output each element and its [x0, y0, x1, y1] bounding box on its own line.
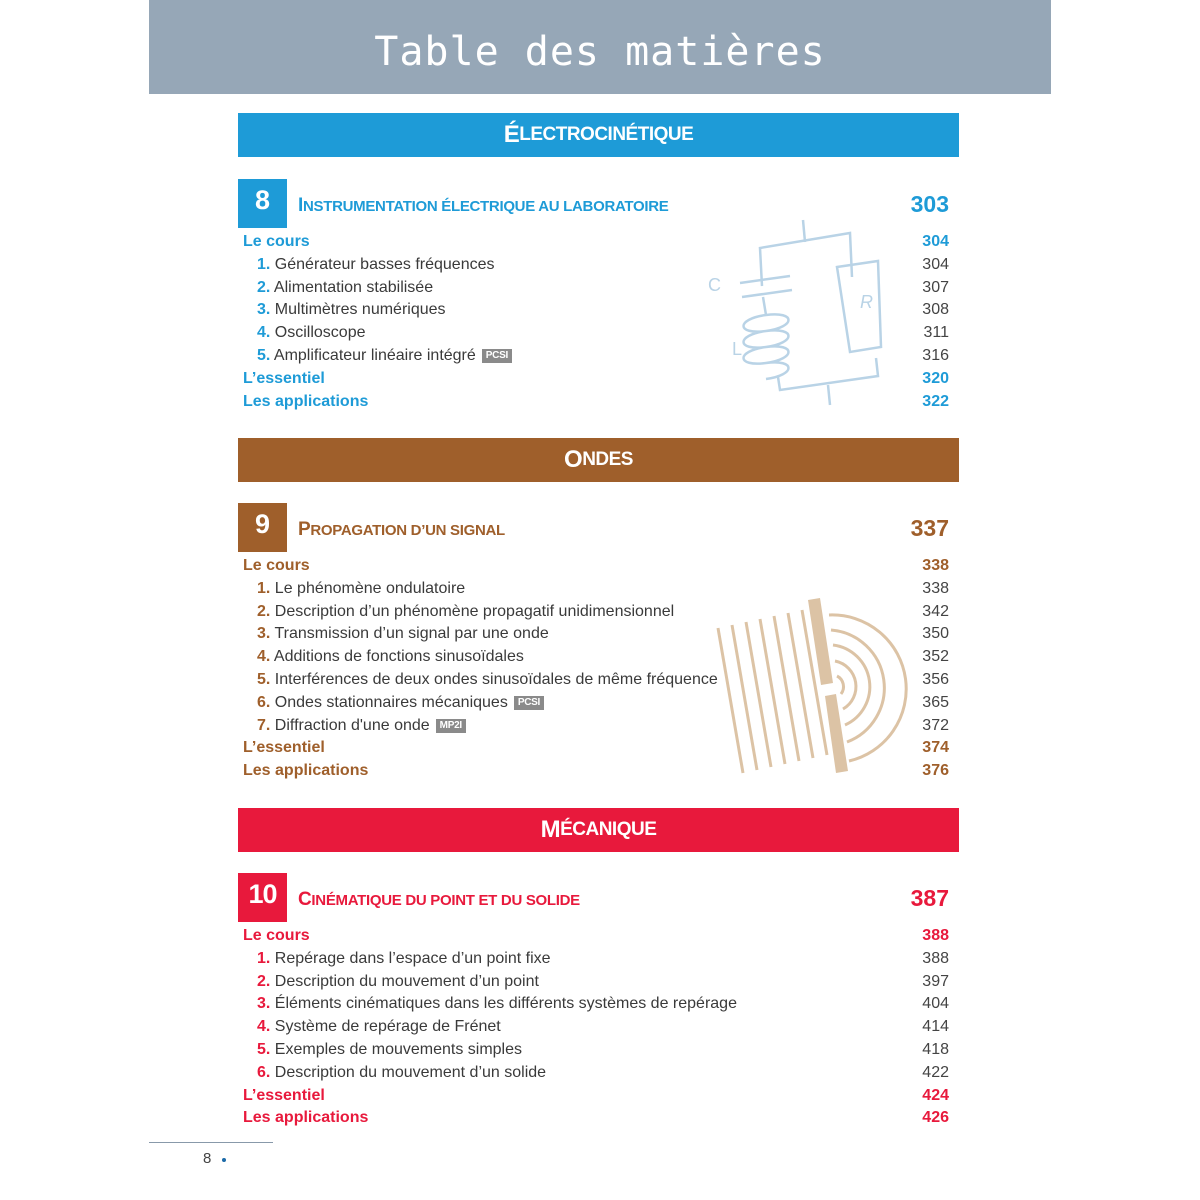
page-title: Table des matières: [374, 29, 826, 75]
entry-number: 3.: [257, 625, 271, 643]
entry-text: Additions de fonctions sinusoïdales: [273, 648, 524, 666]
entry-number: 3.: [257, 301, 271, 319]
footer-bullet-icon: [222, 1158, 226, 1162]
entry-label: [243, 760, 368, 783]
chapter-heading[interactable]: [238, 873, 959, 923]
toc-section-entry[interactable]: [238, 1039, 959, 1062]
toc-entry[interactable]: [238, 1085, 959, 1108]
chapter-heading[interactable]: [238, 503, 959, 553]
chapter-title-rest: NSTRUMENTATION ÉLECTRIQUE AU LABORATOIRE: [302, 198, 669, 215]
part-title-initial: O: [564, 446, 583, 473]
entry-label: [243, 391, 368, 414]
entry-text: Le cours: [243, 927, 310, 944]
entry-page: 397: [922, 972, 949, 990]
entry-number: 5.: [257, 670, 271, 688]
part-band-ondes: [238, 438, 959, 482]
entry-label: [257, 345, 512, 368]
entry-page: 418: [922, 1040, 949, 1058]
entry-number: 5.: [257, 346, 271, 364]
entry-text: Alimentation stabilisée: [273, 278, 434, 296]
entry-page: 311: [923, 324, 949, 342]
footer-rule: [149, 1142, 273, 1143]
entry-text: Oscilloscope: [274, 324, 366, 342]
entry-page: 307: [922, 278, 949, 296]
chapter-title-initial: P: [298, 519, 311, 540]
chapter-title-initial: C: [298, 889, 312, 910]
entry-label: [243, 555, 310, 578]
entry-page: 342: [922, 602, 949, 620]
chapter-title-initial: I: [298, 195, 303, 216]
entry-text: Interférences de deux ondes sinusoïdales de même fréquence: [274, 670, 718, 688]
entry-page: 365: [922, 693, 949, 711]
entry-number: 1.: [257, 255, 271, 273]
entry-number: 5.: [257, 1040, 271, 1058]
chapter-number: 8: [238, 179, 287, 228]
program-tag: MP2I: [436, 719, 466, 733]
entry-label: [257, 646, 524, 669]
entry-number: 4.: [257, 648, 271, 666]
entry-page: 422: [922, 1063, 949, 1081]
entry-label: [257, 1039, 522, 1062]
entry-text: Générateur basses fréquences: [274, 255, 495, 273]
chapter-title: [298, 519, 505, 541]
inductor-label: L: [732, 339, 743, 359]
toc-section-entry[interactable]: [238, 1016, 959, 1039]
entry-text: Description du mouvement d’un solide: [274, 1063, 547, 1081]
entry-page: 424: [922, 1086, 949, 1104]
chapter-number: 9: [238, 503, 287, 552]
entry-number: 4.: [257, 1018, 271, 1036]
entry-text: Multimètres numériques: [274, 301, 446, 319]
entry-label: [257, 322, 366, 345]
entry-label: [257, 1062, 546, 1085]
entry-number: 1.: [257, 949, 271, 967]
chapter-page: 303: [910, 191, 949, 217]
entry-text: Description d’un phénomène propagatif unidimensionnel: [274, 602, 675, 620]
entry-number: 4.: [257, 324, 271, 342]
rlc-circuit-icon: [700, 215, 900, 410]
entry-page: 338: [922, 579, 949, 597]
entry-text: Éléments cinématiques dans les différents systèmes de repérage: [274, 995, 737, 1013]
chapter-title: [298, 889, 580, 911]
entry-text: L’essentiel: [243, 1086, 325, 1104]
toc-entry[interactable]: [238, 555, 959, 578]
entry-number: 6.: [257, 693, 271, 711]
entry-text: Description du mouvement d’un point: [274, 972, 539, 990]
entry-text: Le cours: [243, 557, 310, 574]
entry-page: 338: [922, 557, 949, 574]
entry-page: 374: [922, 739, 949, 757]
program-tag: PCSI: [514, 696, 544, 710]
part-title-initial: É: [503, 121, 520, 148]
page-header: [149, 0, 1051, 94]
entry-text: Repérage dans l’espace d’un point fixe: [274, 949, 551, 967]
entry-text: Le cours: [243, 233, 310, 250]
toc-entry[interactable]: [238, 925, 959, 948]
toc-entries: [238, 925, 959, 1130]
entry-text: Les applications: [243, 1109, 369, 1127]
entry-label: [243, 925, 310, 948]
chapter-number: 10: [238, 873, 287, 922]
chapter-title-rest: ROPAGATION D’UN SIGNAL: [310, 522, 505, 539]
entry-label: [243, 737, 325, 760]
entry-page: 404: [922, 995, 949, 1013]
entry-text: Ondes stationnaires mécaniques: [274, 693, 508, 711]
entry-page: 388: [922, 949, 949, 967]
entry-page: 376: [922, 762, 949, 780]
entry-number: 6.: [257, 1063, 271, 1081]
wave-diffraction-icon: [715, 598, 910, 778]
entry-page: 414: [922, 1018, 949, 1036]
entry-label: [257, 254, 494, 277]
entry-page: 350: [922, 625, 949, 643]
entry-label: [257, 623, 549, 646]
part-title-rest: ÉCANIQUE: [560, 819, 657, 840]
resistor-label: R: [860, 292, 873, 312]
chapter-title-rest: INÉMATIQUE DU POINT ET DU SOLIDE: [311, 892, 580, 909]
chapter-page: 337: [910, 515, 949, 541]
part-title-initial: M: [540, 816, 561, 843]
entry-label: [257, 1016, 501, 1039]
entry-label: [257, 971, 539, 994]
entry-label: [243, 231, 310, 254]
entry-number: 3.: [257, 995, 271, 1013]
chapter-page: 387: [910, 885, 949, 911]
entry-label: [243, 368, 325, 391]
entry-text: Amplificateur linéaire intégré: [273, 346, 476, 364]
toc-entry[interactable]: [238, 1107, 959, 1130]
entry-text: L’essentiel: [243, 739, 325, 757]
entry-number: 2.: [257, 602, 271, 620]
chapter-10: [238, 873, 959, 1130]
entry-page: 426: [922, 1109, 949, 1127]
entry-page: 316: [922, 346, 949, 364]
entry-page: 372: [922, 716, 949, 734]
entry-text: Les applications: [243, 762, 369, 780]
program-tag: PCSI: [482, 349, 512, 363]
entry-label: [243, 1107, 368, 1130]
entry-label: [257, 601, 674, 624]
entry-label: [257, 993, 737, 1016]
chapter-title: [298, 195, 668, 217]
toc-section-entry[interactable]: [238, 948, 959, 971]
entry-page: 322: [922, 392, 949, 410]
entry-page: 304: [922, 255, 949, 273]
entry-label: [257, 715, 466, 738]
entry-text: Le phénomène ondulatoire: [274, 579, 466, 597]
entry-page: 352: [922, 648, 949, 666]
entry-text: Transmission d’un signal par une onde: [274, 625, 549, 643]
entry-label: [257, 948, 551, 971]
entry-text: Les applications: [243, 392, 369, 410]
part-title-rest: LECTROCINÉTIQUE: [519, 124, 694, 145]
toc-section-entry[interactable]: [238, 1062, 959, 1085]
entry-page: 388: [922, 927, 949, 944]
toc-section-entry[interactable]: [238, 971, 959, 994]
entry-label: [257, 299, 446, 322]
entry-page: 308: [922, 301, 949, 319]
entry-page: 356: [922, 670, 949, 688]
entry-page: 304: [922, 233, 949, 250]
page-number: 8: [203, 1150, 212, 1167]
entry-text: L’essentiel: [243, 369, 325, 387]
part-band-mecanique: [238, 808, 959, 852]
entry-text: Diffraction d'une onde: [274, 716, 430, 734]
capacitor-label: C: [708, 275, 721, 295]
entry-text: Exemples de mouvements simples: [274, 1040, 523, 1058]
entry-number: 2.: [257, 972, 271, 990]
entry-label: [243, 1085, 325, 1108]
toc-section-entry[interactable]: [238, 993, 959, 1016]
entry-label: [257, 277, 433, 300]
part-band-electrocinetique: [238, 113, 959, 157]
entry-number: 7.: [257, 716, 271, 734]
entry-number: 1.: [257, 579, 271, 597]
entry-label: [257, 669, 718, 692]
entry-label: [257, 578, 465, 601]
entry-text: Système de repérage de Frénet: [274, 1018, 501, 1036]
part-title-rest: NDES: [582, 449, 633, 470]
entry-page: 320: [922, 369, 949, 387]
entry-label: [257, 692, 544, 715]
entry-number: 2.: [257, 278, 271, 296]
